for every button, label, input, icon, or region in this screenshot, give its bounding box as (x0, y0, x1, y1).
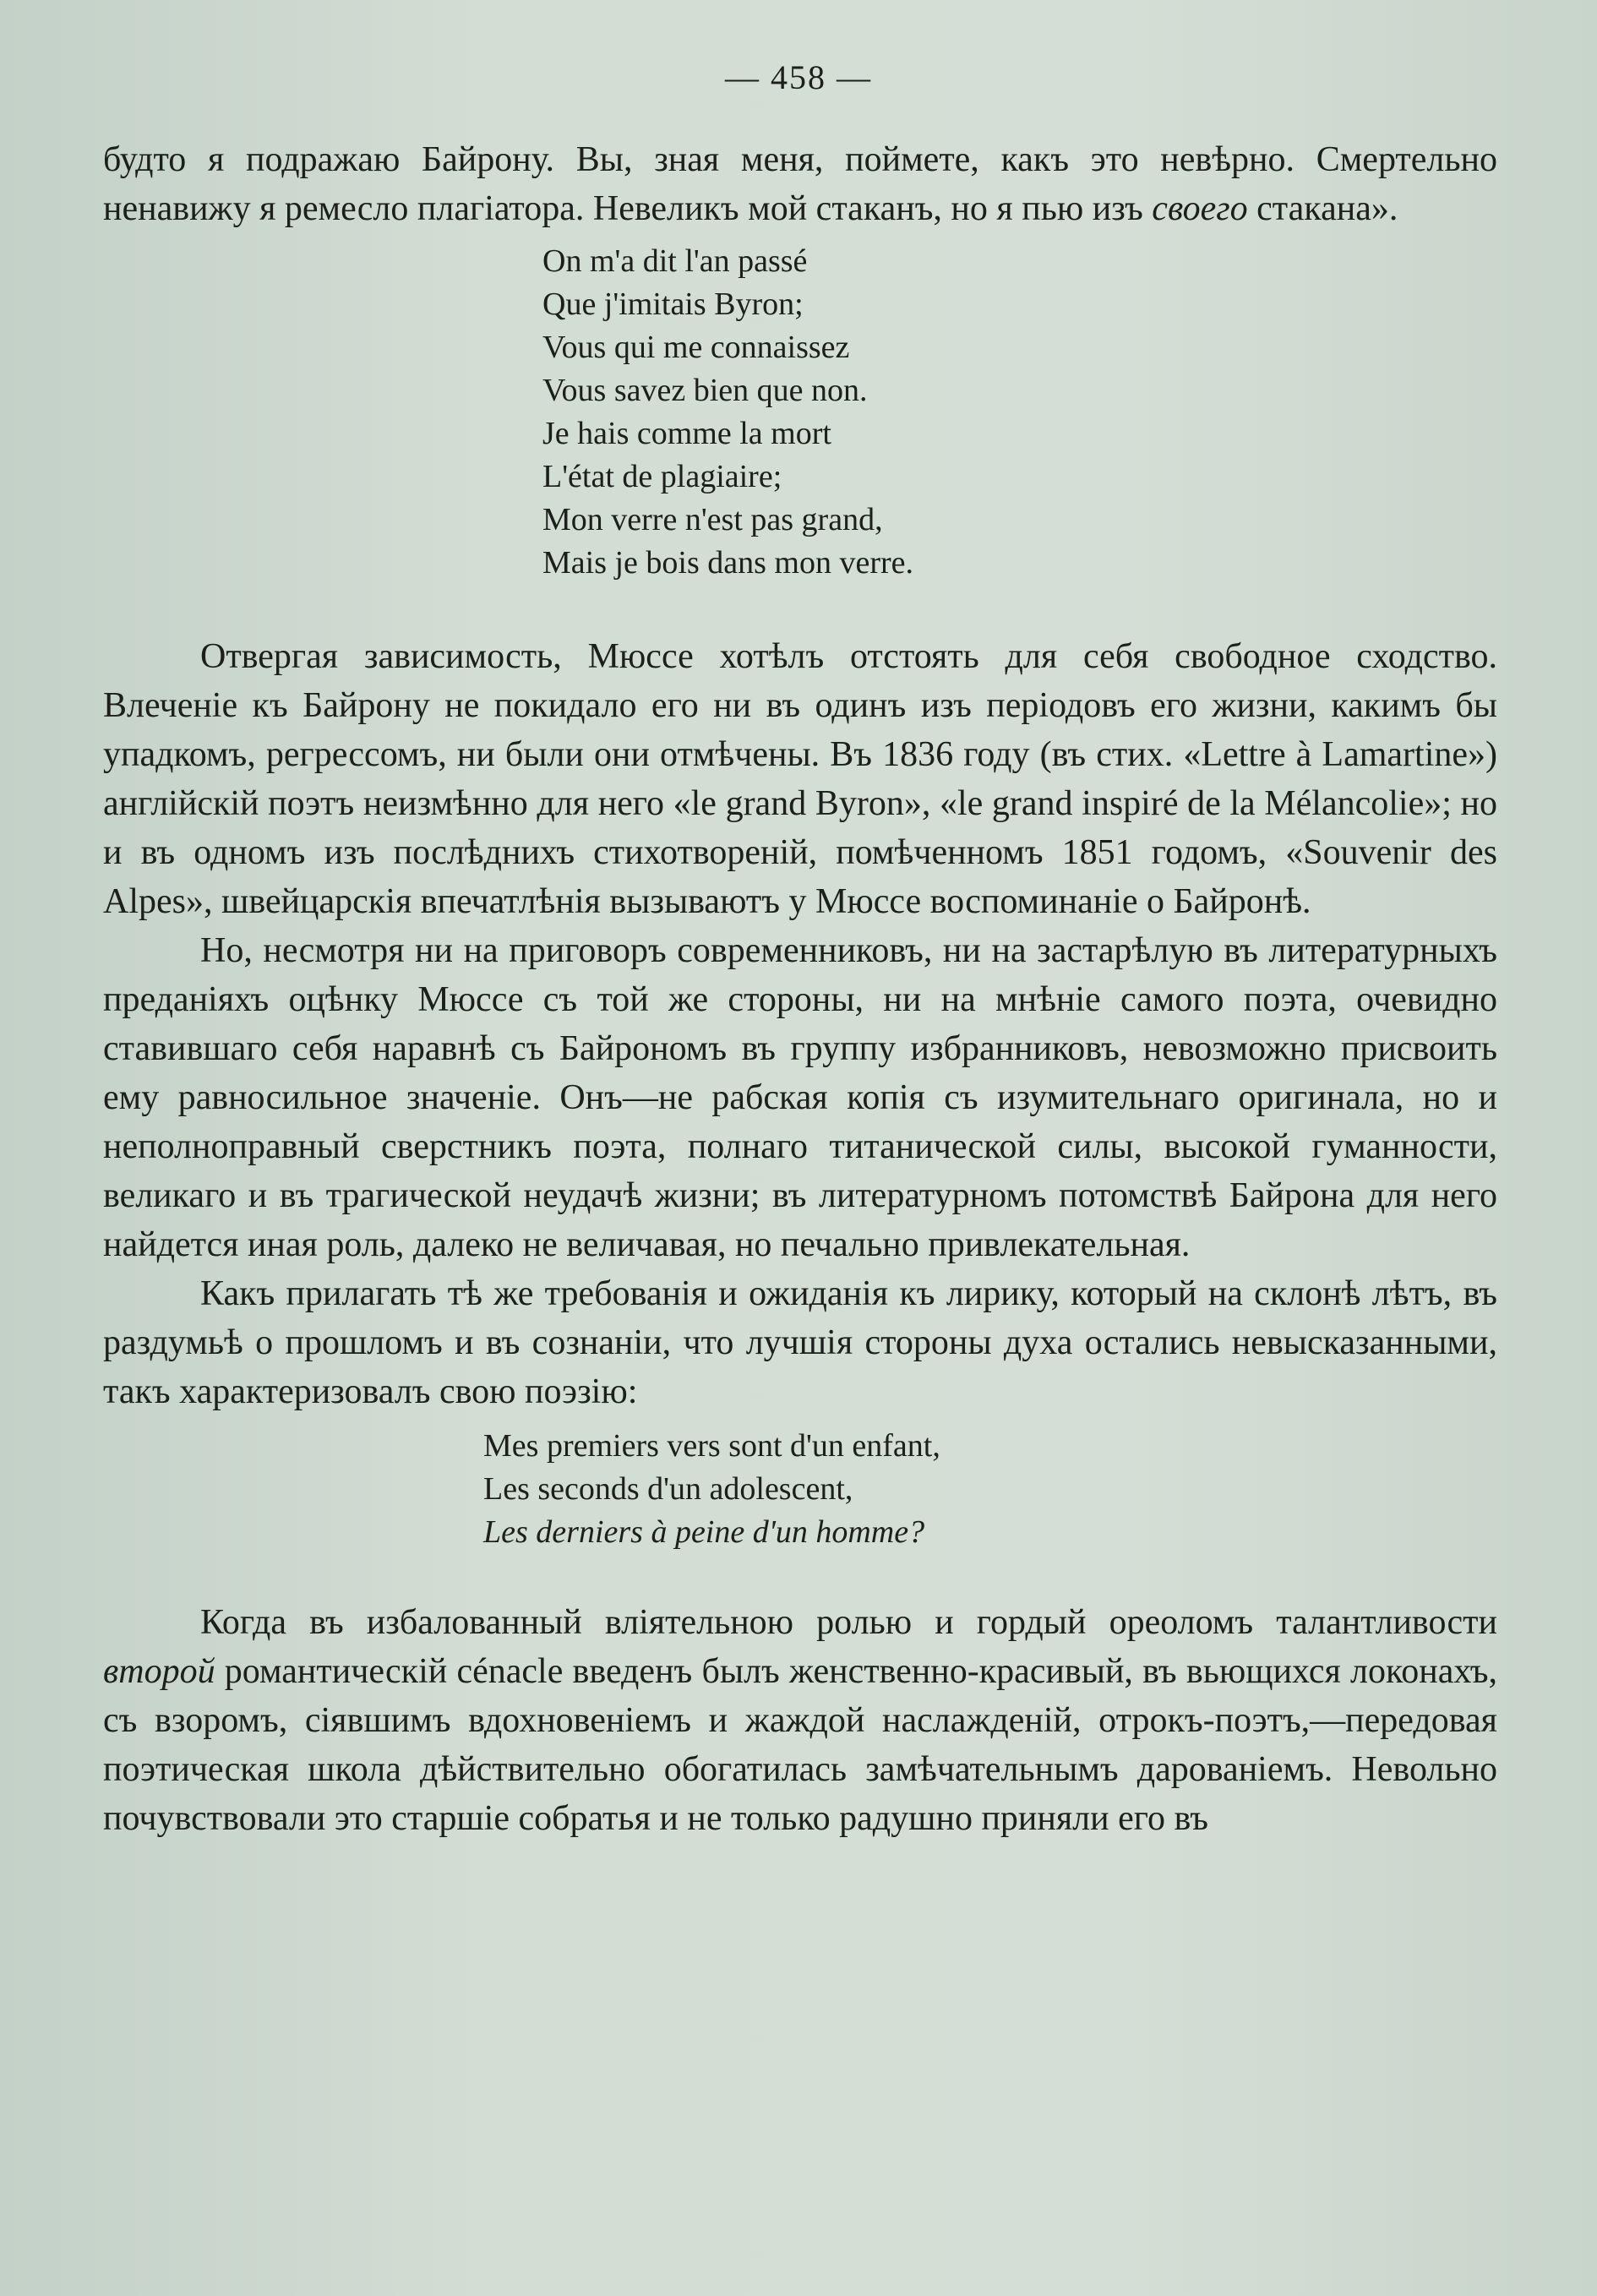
paragraph-3: Но, несмотря ни на приговоръ современниковъ, ни на застарѣлую въ литературныхъ преданіяхъ оцѣнку Мюссе съ той же стороны, ни на мнѣніе самого поэта, очевидно ставившаго себя наравнѣ съ Байрономъ въ группу избранниковъ, невозможно присвоить ему равносильное значеніе. Онъ—не рабская копія съ изумительнаго оригинала, но и неполноправный сверстникъ поэта, полнаго титанической силы, высокой гуманности, великаго и въ трагической неудачѣ жизни; въ литературномъ потомствѣ Байрона для него найдется иная роль, далеко не величавая, но печально привлекательная. (103, 931, 1497, 1264)
paragraph-5-text-b: романтическій cénacle введенъ былъ женственно-красивый, въ вьющихся локонахъ, съ взоромъ, сіявшимъ вдохновеніемъ и жаждой наслажденій, отрокъ-поэтъ,—передовая поэтическая школа дѣйствительно обогатилась замѣчательнымъ дарованіемъ. Невольно почувствовали это старшіе собратья и не только радушно приняли его въ (103, 1652, 1497, 1838)
paragraph-4: Какъ прилагать тѣ же требованія и ожиданія къ лирику, который на склонѣ лѣтъ, въ раздумьѣ о прошломъ и въ сознаніи, что лучшія стороны духа остались невысказанными, такъ характеризовалъ свою поэзію: (103, 1274, 1497, 1411)
page-body (103, 135, 1497, 1843)
verse-line: Mon verre n'est pas grand, (542, 502, 883, 537)
verse-line-italic: Les derniers à peine d'un homme? (483, 1514, 925, 1550)
paragraph-5-italic: второй (103, 1652, 215, 1691)
paragraph-1-text-b: стакана». (1247, 189, 1398, 228)
verse-quote-2 (103, 1425, 1497, 1554)
verse-line: Mes premiers vers sont d'un enfant, (483, 1428, 940, 1464)
verse-line: Vous savez bien que non. (542, 373, 868, 408)
paragraph-2: Отвергая зависимость, Мюссе хотѣлъ отстоять для себя свободное сходство. Влеченіе къ Байрону не покидало его ни въ одинъ изъ періодовъ его жизни, какимъ бы упадкомъ, регрессомъ, ни были они отмѣчены. Въ 1836 году (въ стих. «Lettre à Lamartine») англійскій поэтъ неизмѣнно для него «le grand Byron», «le grand inspiré de la Mélancolie»; но и въ одномъ изъ послѣднихъ стихотвореній, помѣченномъ 1851 годомъ, «Souvenir des Alpes», швейцарскія впечатлѣнія вызываютъ у Мюссе воспоминаніе о Байронѣ. (103, 637, 1497, 921)
page-number: — 458 — (725, 58, 872, 96)
paragraph-5 (103, 1598, 1497, 1843)
verse-line: L'état de plagiaire; (542, 459, 782, 494)
paragraph-1-italic: своего (1152, 189, 1248, 228)
verse-line: Les seconds d'un adolescent, (483, 1471, 853, 1507)
paragraph-1 (103, 135, 1497, 233)
verse-line: Je hais comme la mort (542, 416, 831, 451)
verse-line: On m'a dit l'an passé (542, 243, 808, 279)
verse-line: Que j'imitais Byron; (542, 286, 804, 322)
verse-quote-1 (103, 240, 1497, 585)
paragraph-5-text-a: Когда въ избалованный вліятельною ролью и гордый ореоломъ талантливости (200, 1603, 1497, 1642)
paragraph-1-text-a: будто я подражаю Байрону. Вы, зная меня, поймете, какъ это невѣрно. Смертельно ненавижу я ремесло плагіатора. Невеликъ мой стаканъ, но я пью изъ (103, 140, 1497, 228)
verse-line: Vous qui me connaissez (542, 330, 850, 365)
verse-line: Mais je bois dans mon verre. (542, 545, 914, 581)
